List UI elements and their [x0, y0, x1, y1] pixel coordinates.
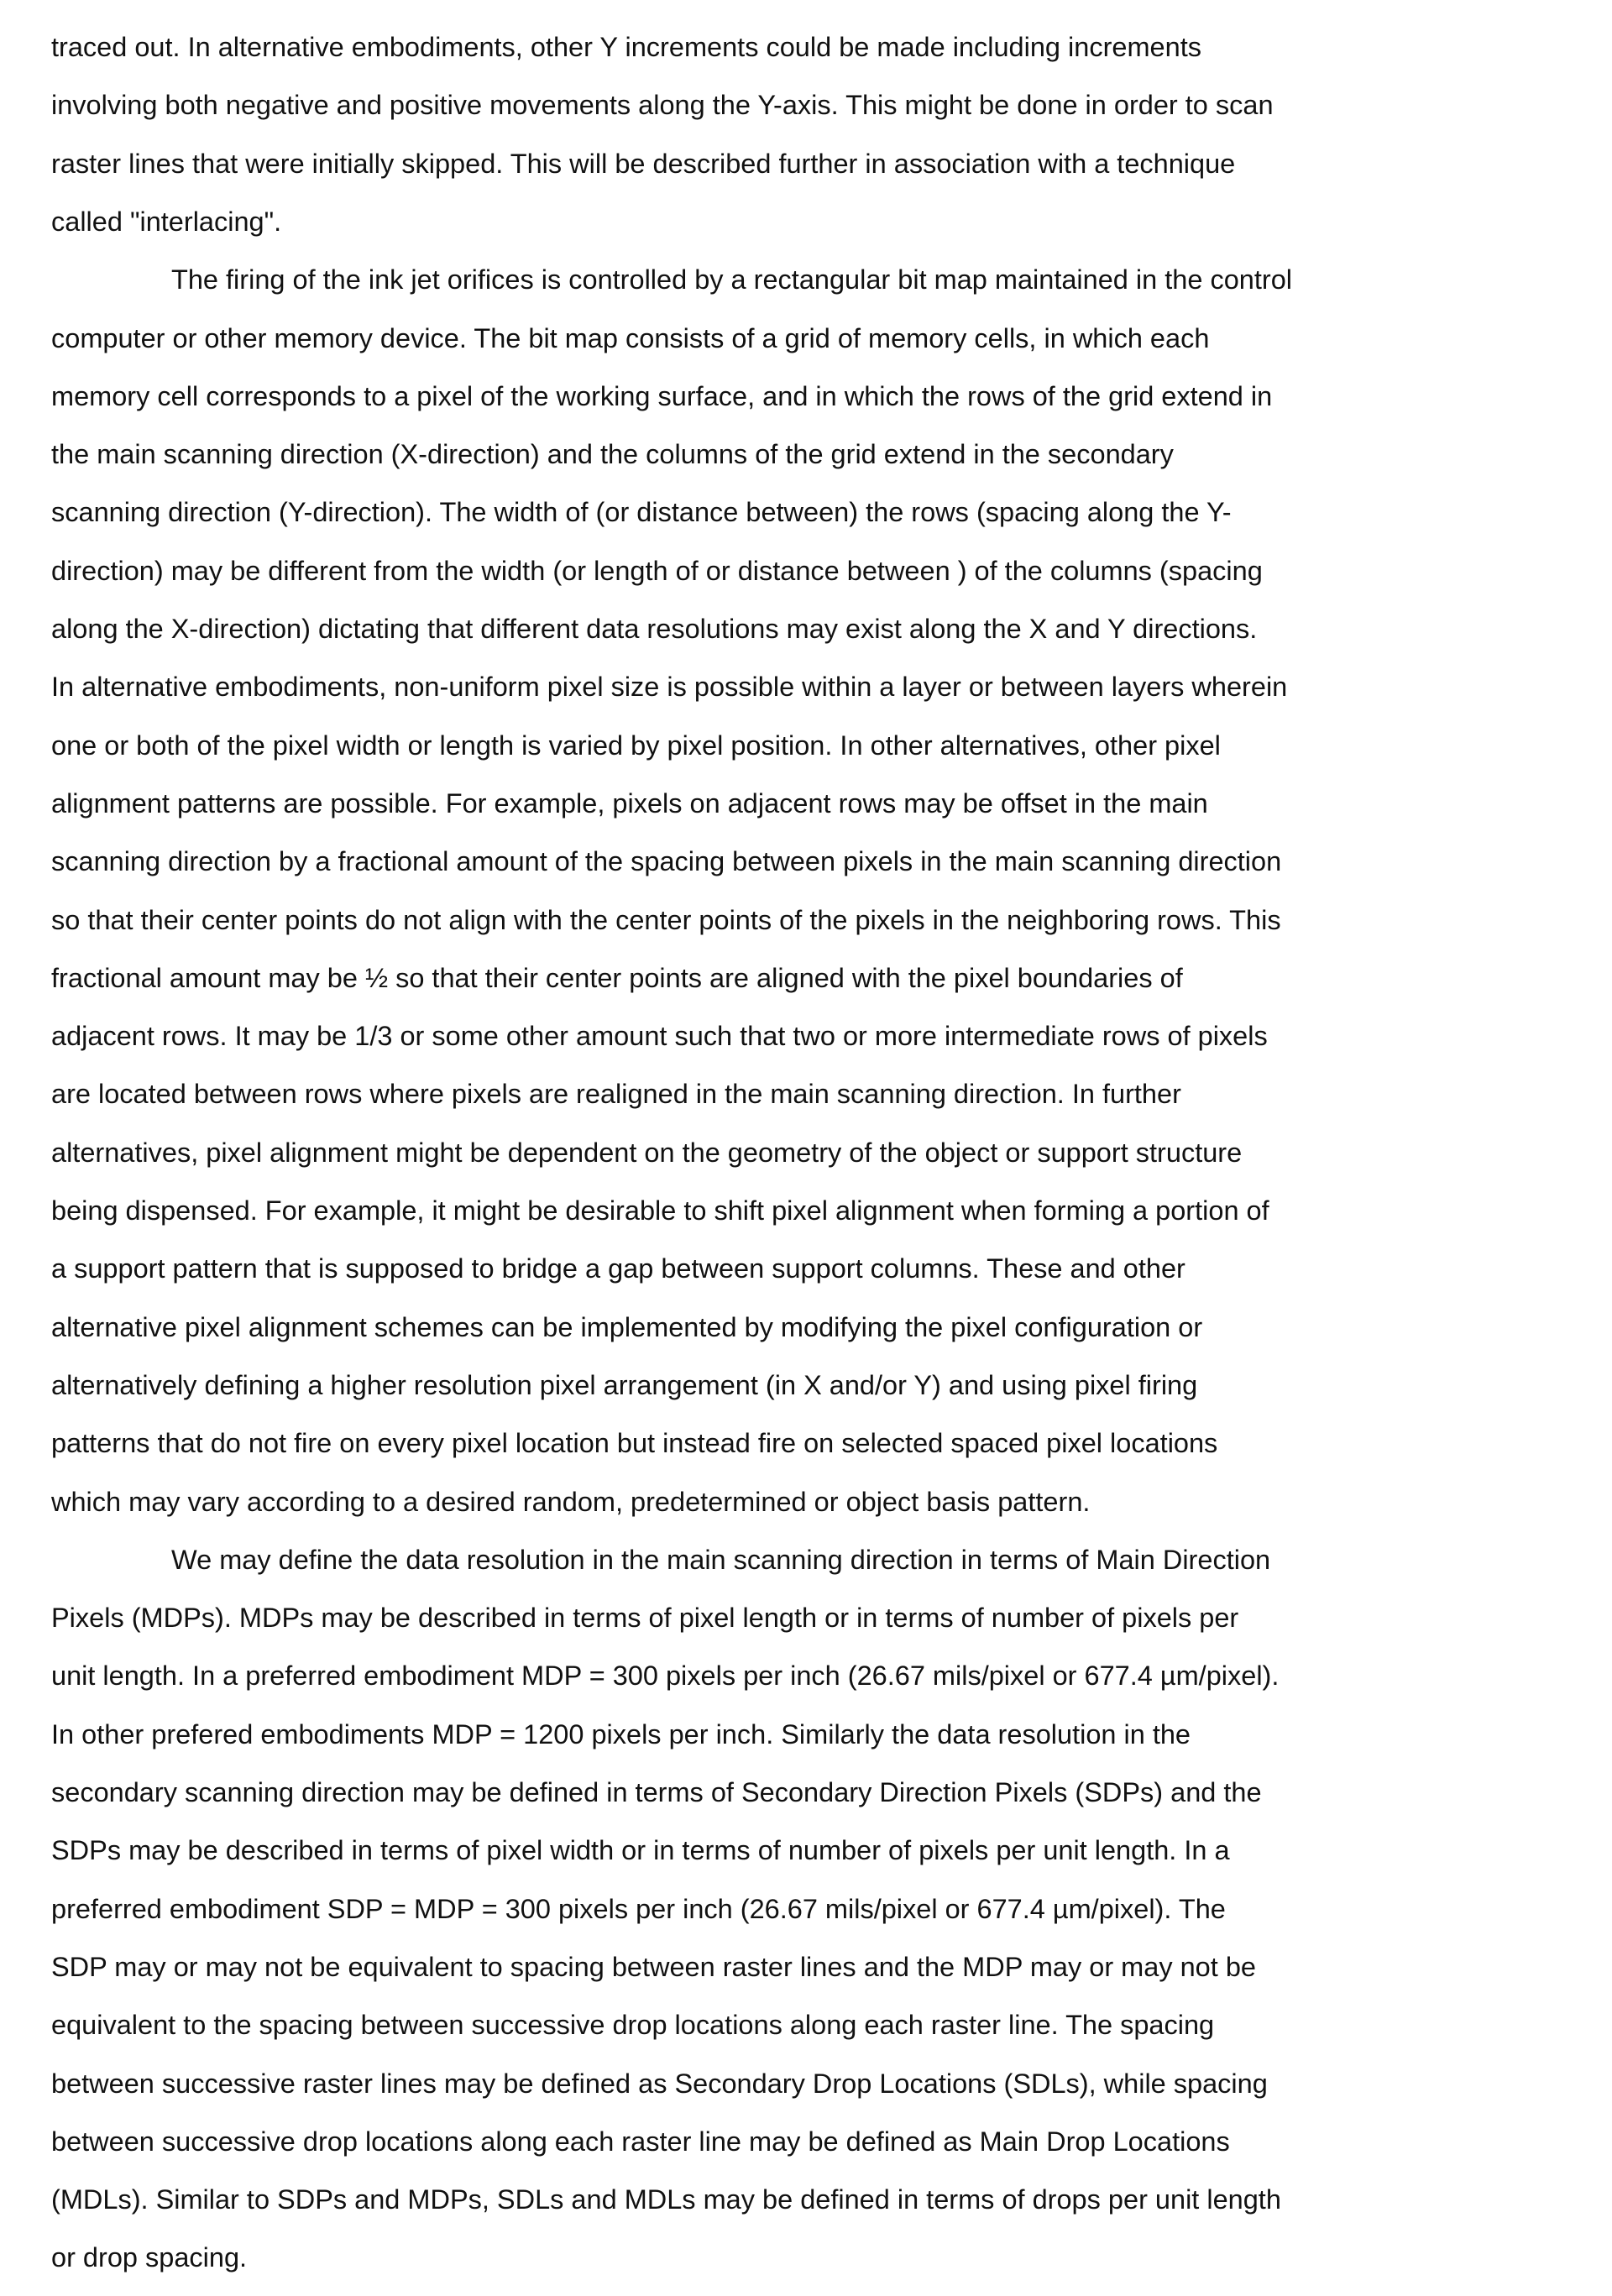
- text-line: equivalent to the spacing between successive drop locations along each raster line. The spacing: [51, 2008, 1214, 2042]
- text-line: scanning direction (Y-direction). The width of (or distance between) the rows (spacing along the Y-: [51, 495, 1232, 529]
- document-page: [0, 0, 1612, 2296]
- text-line: fractional amount may be ½ so that their center points are aligned with the pixel boundaries of: [51, 961, 1183, 995]
- text-line: a support pattern that is supposed to bridge a gap between support columns. These and other: [51, 1252, 1185, 1285]
- text-line: one or both of the pixel width or length is varied by pixel position. In other alternatives, other pixel: [51, 729, 1221, 762]
- text-line: traced out. In alternative embodiments, other Y increments could be made including increments: [51, 30, 1201, 64]
- text-line: along the X-direction) dictating that different data resolutions may exist along the X and Y directions.: [51, 612, 1257, 646]
- text-line: In alternative embodiments, non-uniform pixel size is possible within a layer or between layers wherein: [51, 670, 1287, 703]
- text-line: secondary scanning direction may be defined in terms of Secondary Direction Pixels (SDPs) and the: [51, 1776, 1262, 1809]
- text-line: preferred embodiment SDP = MDP = 300 pixels per inch (26.67 mils/pixel or 677.4 µm/pixel). The: [51, 1892, 1226, 1926]
- text-line: unit length. In a preferred embodiment MDP = 300 pixels per inch (26.67 mils/pixel or 677.4 µm/pixel).: [51, 1659, 1279, 1692]
- text-line: computer or other memory device. The bit map consists of a grid of memory cells, in which each: [51, 322, 1209, 355]
- text-line: (MDLs). Similar to SDPs and MDPs, SDLs and MDLs may be defined in terms of drops per unit length: [51, 2183, 1281, 2216]
- text-line: or drop spacing.: [51, 2241, 247, 2274]
- text-line: direction) may be different from the width (or length of or distance between ) of the columns (spacing: [51, 554, 1263, 588]
- text-line: alternatively defining a higher resolution pixel arrangement (in X and/or Y) and using pixel firing: [51, 1368, 1197, 1402]
- text-line: scanning direction by a fractional amount of the spacing between pixels in the main scanning direction: [51, 845, 1281, 878]
- text-line: being dispensed. For example, it might be desirable to shift pixel alignment when forming a portion of: [51, 1194, 1269, 1227]
- text-line: raster lines that were initially skipped. This will be described further in association with a technique: [51, 147, 1235, 180]
- text-line: SDPs may be described in terms of pixel width or in terms of number of pixels per unit length. In a: [51, 1833, 1230, 1867]
- text-line: which may vary according to a desired random, predetermined or object basis pattern.: [51, 1485, 1090, 1519]
- text-line: patterns that do not fire on every pixel location but instead fire on selected spaced pixel locations: [51, 1426, 1217, 1460]
- text-line: alternatives, pixel alignment might be dependent on the geometry of the object or support structure: [51, 1136, 1242, 1169]
- text-line: SDP may or may not be equivalent to spacing between raster lines and the MDP may or may not be: [51, 1950, 1256, 1984]
- text-line: alignment patterns are possible. For example, pixels on adjacent rows may be offset in the main: [51, 787, 1208, 820]
- text-line: The firing of the ink jet orifices is controlled by a rectangular bit map maintained in the control: [171, 263, 1292, 296]
- text-line: involving both negative and positive movements along the Y-axis. This might be done in order to scan: [51, 88, 1274, 122]
- text-line: In other prefered embodiments MDP = 1200 pixels per inch. Similarly the data resolution in the: [51, 1718, 1191, 1751]
- text-line: adjacent rows. It may be 1/3 or some other amount such that two or more intermediate rows of pixels: [51, 1019, 1268, 1053]
- text-line: between successive raster lines may be defined as Secondary Drop Locations (SDLs), while spacing: [51, 2067, 1268, 2100]
- text-line: between successive drop locations along each raster line may be defined as Main Drop Locations: [51, 2125, 1230, 2158]
- text-line: are located between rows where pixels are realigned in the main scanning direction. In further: [51, 1077, 1181, 1111]
- text-line: the main scanning direction (X-direction) and the columns of the grid extend in the secondary: [51, 437, 1174, 471]
- text-line: so that their center points do not align with the center points of the pixels in the neighboring rows. This: [51, 903, 1281, 937]
- text-line: We may define the data resolution in the main scanning direction in terms of Main Direction: [171, 1543, 1270, 1577]
- text-line: alternative pixel alignment schemes can be implemented by modifying the pixel configuration or: [51, 1310, 1202, 1344]
- text-line: called "interlacing".: [51, 205, 281, 238]
- text-line: Pixels (MDPs). MDPs may be described in terms of pixel length or in terms of number of pixels per: [51, 1601, 1238, 1634]
- text-line: memory cell corresponds to a pixel of the working surface, and in which the rows of the grid extend in: [51, 379, 1272, 413]
